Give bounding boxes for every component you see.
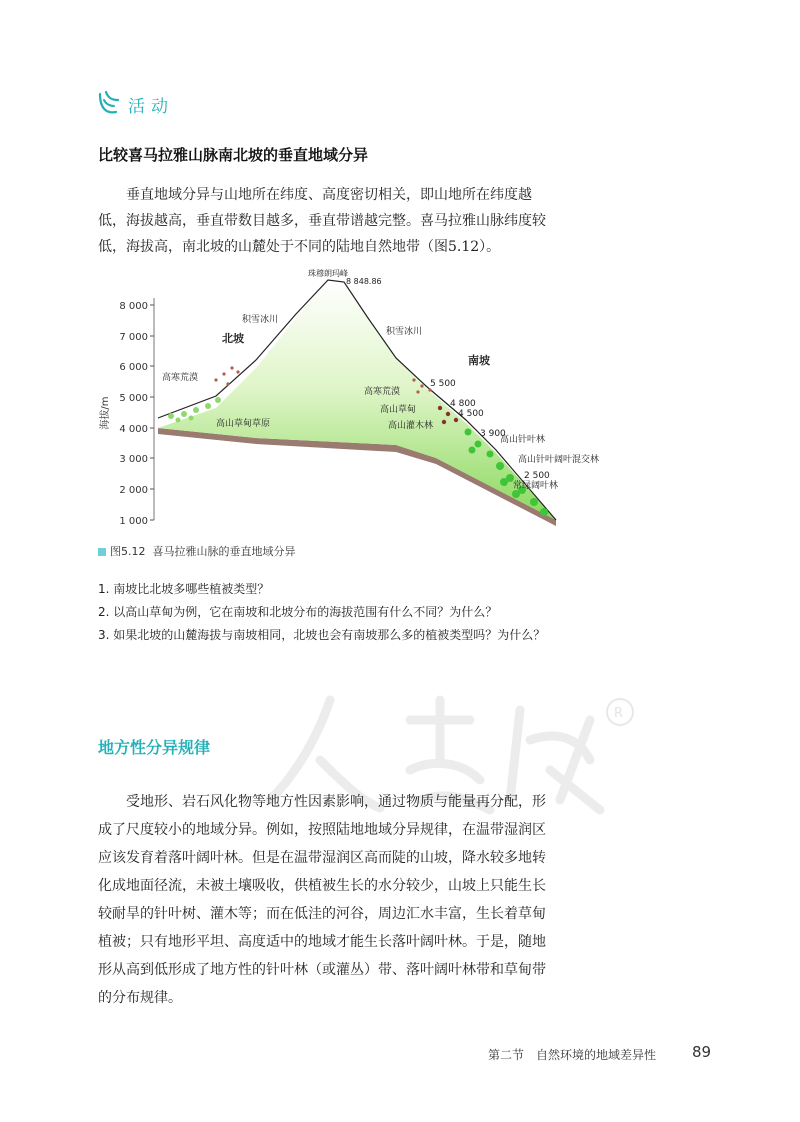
peak-height: 8 848.86 xyxy=(346,277,382,286)
south-boundary-label: 4 500 xyxy=(458,409,484,419)
intro-paragraph: 垂直地域分异与山地所在纬度、高度密切相关，即山地所在纬度越低，海拔越高，垂直带数目越多，垂直带谱越完整。喜马拉雅山脉纬度较低，海拔高，南北坡的山麓处于不同的陆地自然地带（图5.12）。 xyxy=(98,187,546,255)
y-ticks xyxy=(119,301,154,527)
south-zone-label: 高山灌木林 xyxy=(388,421,434,431)
y-tick-label: 8 000 xyxy=(119,301,148,312)
activity-icon xyxy=(96,90,122,116)
question-list xyxy=(98,578,568,647)
question-item: 3. 如果北坡的山麓海拔与南坡相同，北坡也会有南坡那么多的植被类型吗？为什么？ xyxy=(98,628,546,642)
south-zone-label: 常绿阔叶林 xyxy=(512,481,558,491)
south-boundary-label: 4 800 xyxy=(450,399,476,409)
y-tick-label: 7 000 xyxy=(119,332,148,343)
himalaya-profile-figure xyxy=(96,268,600,538)
north-slope-label: 北坡 xyxy=(222,332,244,345)
south-zone-label: 高山针叶林 xyxy=(500,435,546,445)
section-heading: 地方性分异规律 xyxy=(98,738,211,757)
y-tick-label: 5 000 xyxy=(119,393,148,404)
north-zone-label: 高寒荒漠 xyxy=(162,373,199,383)
activity-label: 活动 xyxy=(128,97,174,117)
south-boundary-label: 3 900 xyxy=(480,429,506,439)
glacier-north-label: 积雪冰川 xyxy=(242,315,279,325)
y-tick-label: 2 000 xyxy=(119,485,148,496)
caption-text: 喜马拉雅山脉的垂直地域分异 xyxy=(152,545,296,558)
question-item: 1. 南坡比北坡多哪些植被类型？ xyxy=(98,582,270,596)
south-slope-label: 南坡 xyxy=(468,354,490,367)
body-paragraph: 受地形、岩石风化物等地方性因素影响，通过物质与能量再分配，形成了尺度较小的地域分异。例如，按照陆地地域分异规律，在温带湿润区应该发育着落叶阔叶林。但是在温带湿润区高而陡的山坡，降水较多地转化成地面径流，未被土壤吸收，供植被生长的水分较少，山坡上只能生长较耐旱的针叶树、灌木等；而在低洼的河谷，周边汇水丰富，生长着草甸植被；只有地形平坦、高度适中的地域才能生长落叶阔叶林。于是，随地形从高到低形成了地方性的针叶林（或灌丛）带、落叶阔叶林带和草甸带的分布规律。 xyxy=(98,794,546,1006)
footer-section-title: 第二节 自然环境的地域差异性 xyxy=(488,1048,657,1062)
svg-text:R: R xyxy=(614,706,624,721)
south-boundary-label: 5 500 xyxy=(430,379,456,389)
south-zone-label: 高寒荒漠 xyxy=(364,387,401,397)
south-zone-label: 高山草甸 xyxy=(380,405,417,415)
figure-caption xyxy=(98,543,296,559)
y-tick-label: 3 000 xyxy=(119,454,148,465)
south-zone-label: 高山针叶阔叶混交林 xyxy=(518,455,600,465)
south-boundary-label: 2 500 xyxy=(524,471,550,481)
y-tick-label: 4 000 xyxy=(119,424,148,435)
y-axis-label: 海拔/m xyxy=(100,396,111,430)
caption-number: 图5.12 xyxy=(110,545,146,558)
question-item: 2. 以高山草甸为例，它在南坡和北坡分布的海拔范围有什么不同？为什么？ xyxy=(98,605,498,619)
peak-name: 珠穆朗玛峰 xyxy=(308,269,348,278)
caption-marker-icon xyxy=(98,548,106,556)
page-number: 89 xyxy=(692,1043,712,1061)
north-desert-marks xyxy=(214,366,239,385)
section-title: 比较喜马拉雅山脉南北坡的垂直地域分异 xyxy=(98,146,369,164)
y-tick-label: 1 000 xyxy=(119,516,148,527)
glacier-south-label: 积雪冰川 xyxy=(386,327,423,337)
north-zone-label: 高山草甸草原 xyxy=(216,419,271,429)
y-tick-label: 6 000 xyxy=(119,362,148,373)
